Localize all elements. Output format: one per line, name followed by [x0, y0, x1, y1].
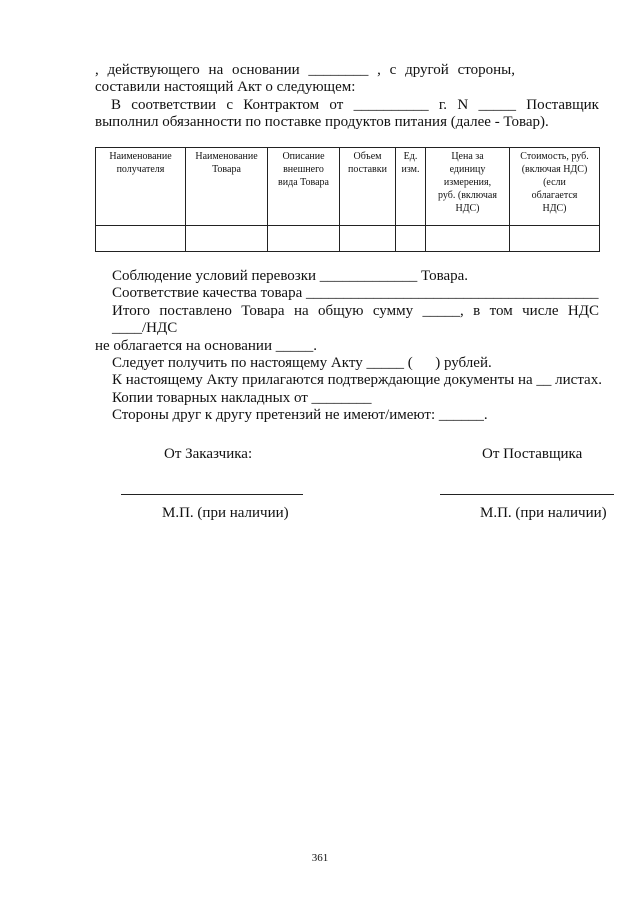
word: ,: [95, 62, 99, 78]
goods-table: [95, 147, 600, 252]
word: Поставщик: [526, 97, 599, 113]
header-delivery-volume: Объем поставки: [340, 148, 396, 226]
intro-line-1: [95, 62, 515, 79]
word: __________: [353, 97, 429, 113]
intro-line-4: выполнил обязанности по поставке продуктов питания (далее - Товар).: [95, 114, 549, 130]
table-row: [96, 226, 600, 252]
table-cell: [340, 226, 396, 252]
header-goods-name: Наименование Товара: [186, 148, 268, 226]
total-supplied-line: [112, 303, 599, 320]
word: с: [226, 97, 234, 113]
claims-line: Стороны друг к другу претензий не имеют/имеют: ______.: [112, 407, 488, 423]
vat-line: ____/НДС: [112, 320, 178, 336]
table-cell: [186, 226, 268, 252]
word: НДС: [567, 303, 599, 319]
table-cell: [396, 226, 426, 252]
word: В: [111, 97, 122, 113]
word: другой: [405, 62, 449, 78]
word: общую: [318, 303, 364, 319]
supplier-signature-line: [440, 494, 614, 495]
table-cell: [426, 226, 510, 252]
quality-line: Соответствие качества товара _______________________________________: [112, 285, 599, 301]
word: Итого: [112, 303, 150, 319]
header-total-cost: Стоимость, руб. (включая НДС) (если облагается НДС): [510, 148, 600, 226]
word: на: [208, 62, 224, 78]
page-number: 361: [311, 852, 329, 864]
table-cell: [96, 226, 186, 252]
customer-label: От Заказчика:: [164, 446, 253, 462]
word: в: [473, 303, 481, 319]
word: _____,: [422, 303, 464, 319]
word: действующего: [107, 62, 200, 78]
word: поставлено: [159, 303, 232, 319]
table-cell: [510, 226, 600, 252]
customer-signature-line: [121, 494, 303, 495]
word: N: [457, 97, 469, 113]
word: числе: [522, 303, 559, 319]
word: г.: [438, 97, 448, 113]
waybills-line: Копии товарных накладных от ________: [112, 390, 372, 406]
header-appearance-description: Описание внешнего вида Товара: [268, 148, 340, 226]
intro-line-2: составили настоящий Акт о следующем:: [95, 79, 356, 95]
word: Контрактом: [243, 97, 320, 113]
word: том: [489, 303, 513, 319]
word: стороны,: [457, 62, 515, 78]
attachments-line: К настоящему Акту прилагаются подтверждающие документы на __ листах.: [112, 372, 602, 388]
customer-stamp-label: М.П. (при наличии): [162, 505, 289, 521]
word: _____: [478, 97, 516, 113]
word: на: [293, 303, 309, 319]
amount-due-line: Следует получить по настоящему Акту _____ ( ) рублей.: [112, 355, 492, 371]
header-recipient-name: Наименование получателя: [96, 148, 186, 226]
word: ,: [377, 62, 381, 78]
table-header-row: [96, 148, 600, 226]
header-unit: Ед. изм.: [396, 148, 426, 226]
word: ________: [308, 62, 369, 78]
word: Товара: [241, 303, 285, 319]
vat-exempt-line: не облагается на основании _____.: [95, 338, 317, 354]
word: с: [389, 62, 397, 78]
header-unit-price: Цена за единицу измерения, руб. (включая НДС): [426, 148, 510, 226]
word: соответствии: [131, 97, 217, 113]
word: сумму: [372, 303, 414, 319]
transport-conditions-line: Соблюдение условий перевозки _____________ Товара.: [112, 268, 469, 284]
supplier-stamp-label: М.П. (при наличии): [480, 505, 607, 521]
table-cell: [268, 226, 340, 252]
word: основании: [231, 62, 300, 78]
intro-line-3: [111, 97, 599, 114]
word: от: [329, 97, 344, 113]
supplier-label: От Поставщика: [482, 446, 583, 462]
